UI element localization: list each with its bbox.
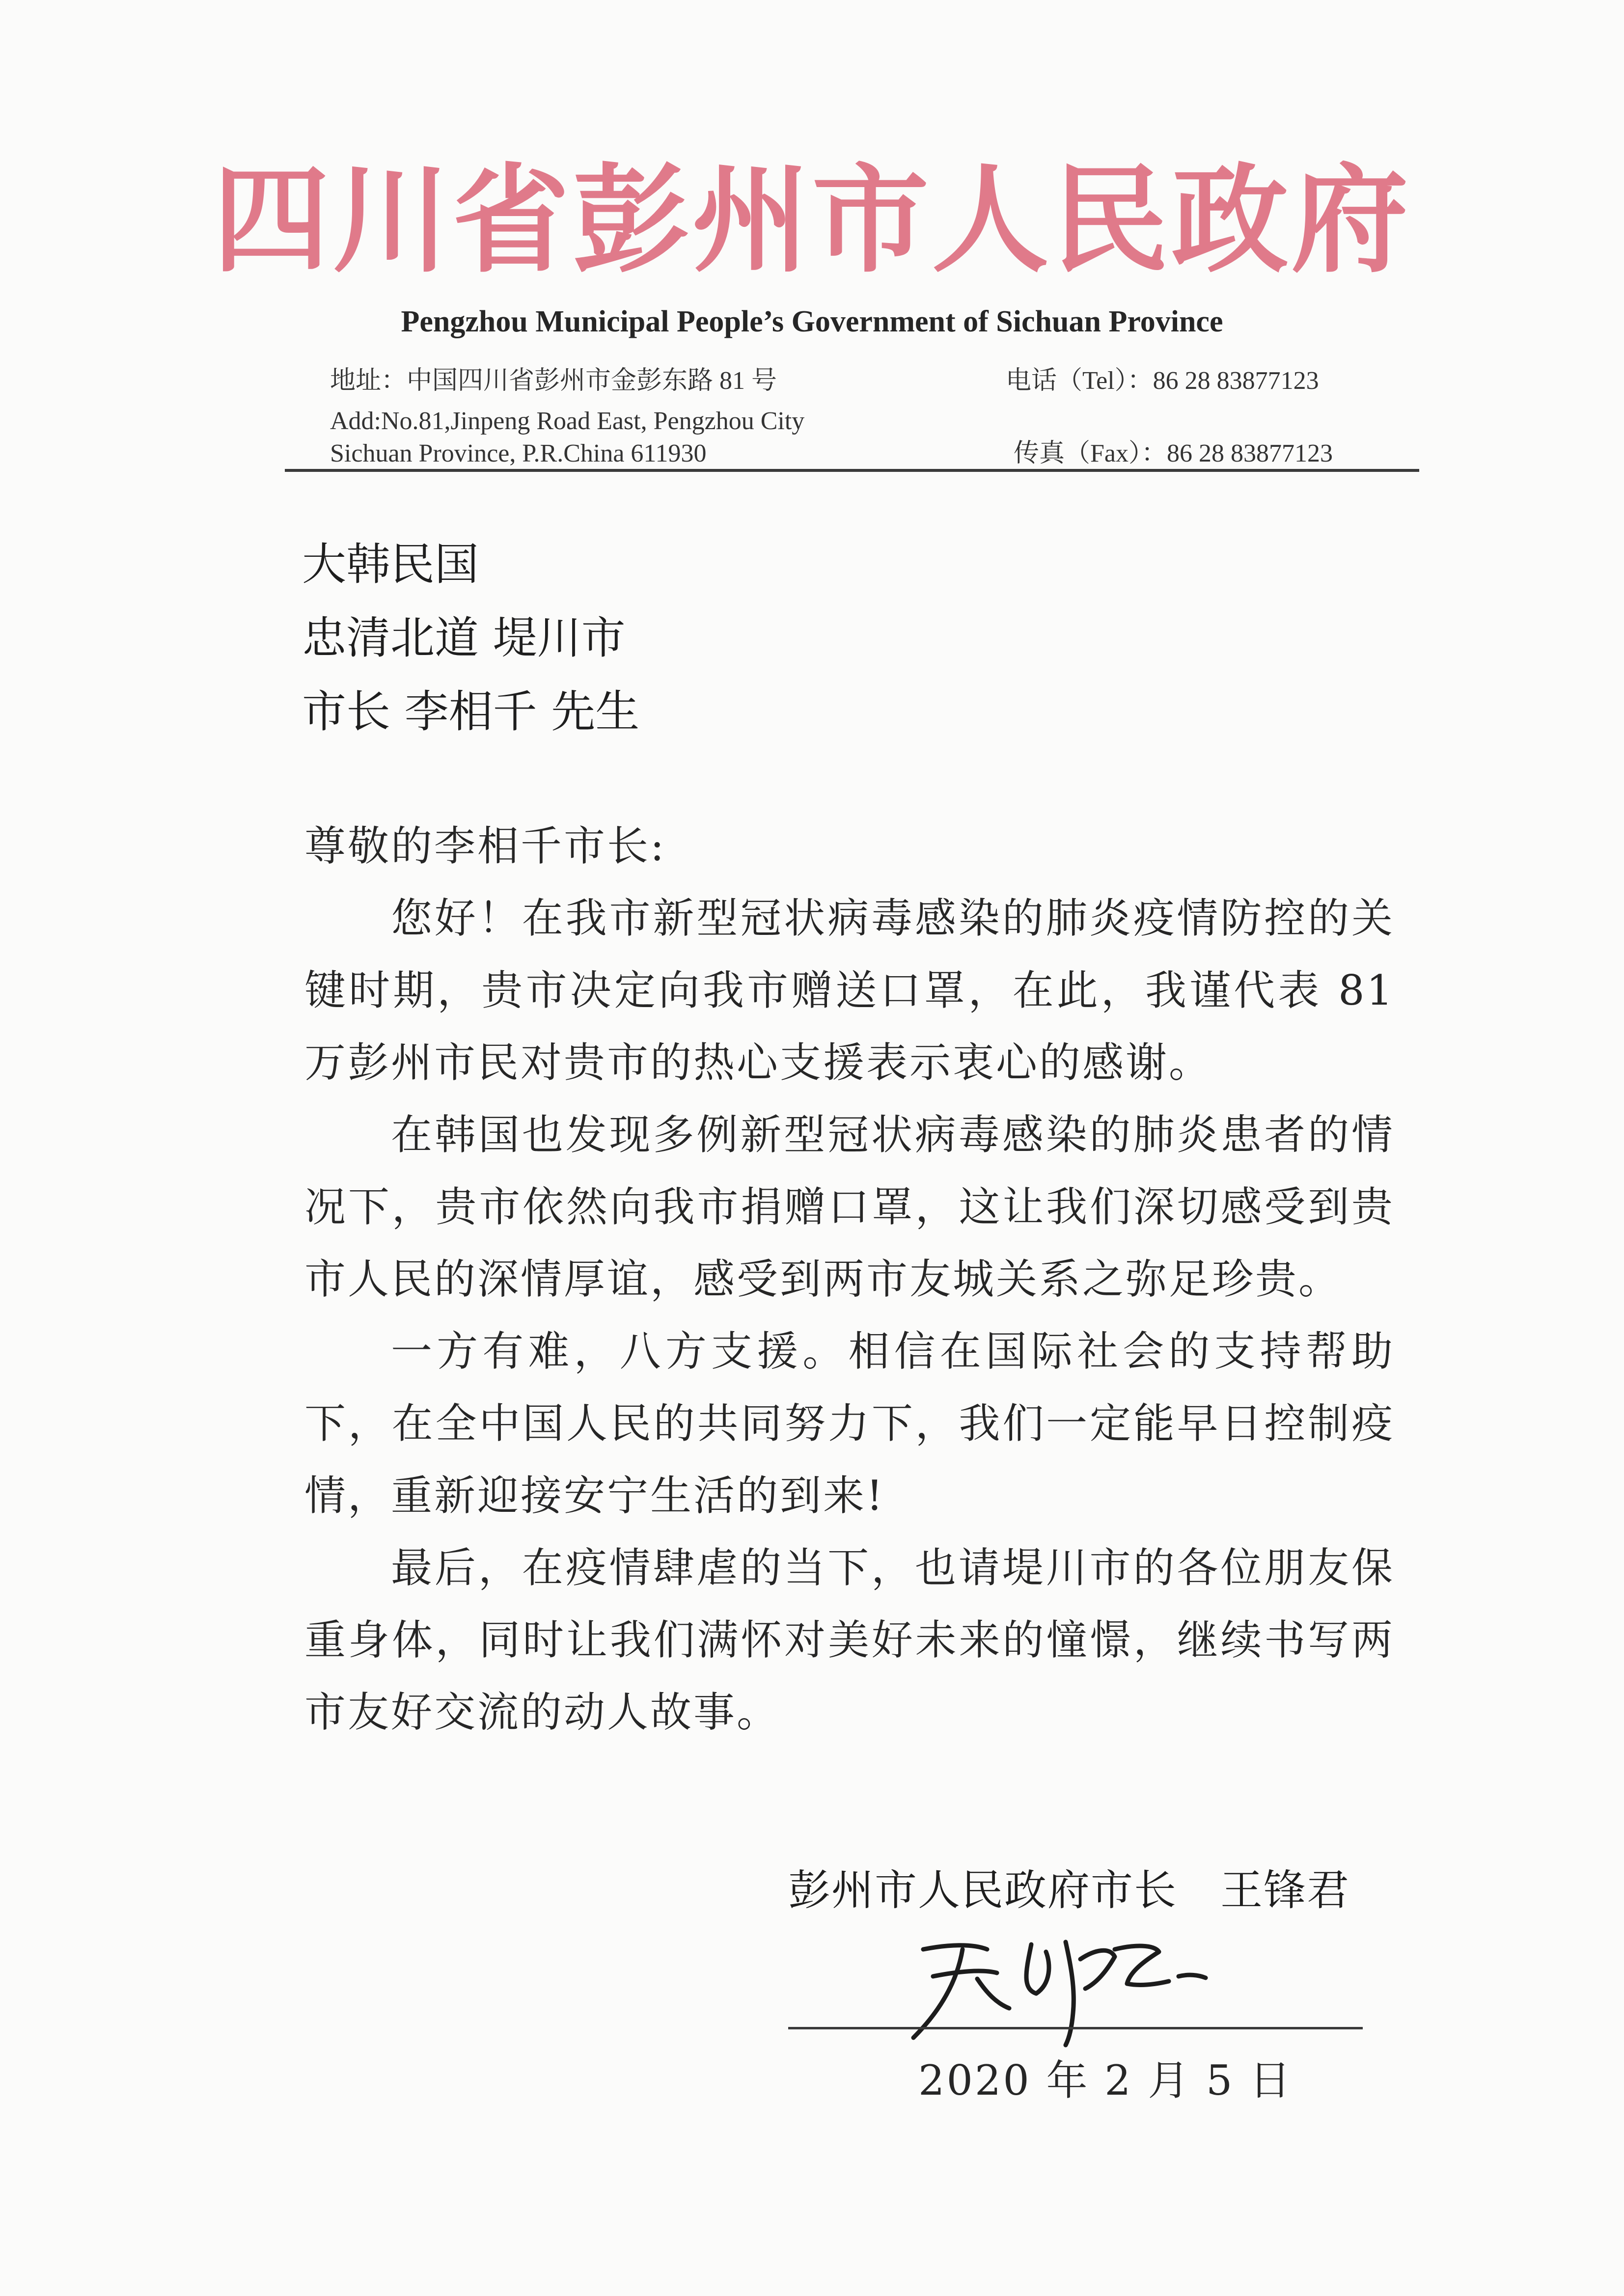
body-paragraph: 最后，在疫情肆虐的当下，也请堤川市的各位朋友保重身体，同时让我们满怀对美好未来的憧憬，继续书写两市友好交流的动人故事。 [304,1544,1395,1736]
addressee-block [302,528,639,749]
letterhead-title: 四川省彭州市人民政府 [213,152,1411,289]
letterhead-address-cn: 地址：中国四川省彭州市金彭东路 81 号 [330,367,777,395]
letterhead-address-en-line1: Add:No.81,Jinpeng Road East, Pengzhou City [330,407,805,435]
letterhead-fax: 传真（Fax）：86 28 83877123 [1014,439,1333,467]
addressee-person: 市长 李相千 先生 [302,686,640,738]
letterhead-address-en-line2: Sichuan Province, P.R.China 611930 [330,439,707,467]
body-paragraph: 您好！在我市新型冠状病毒感染的肺炎疫情防控的关键时期，贵市决定向我市赠送口罩，在此，我谨代表 81 万彭州市民对贵市的热心支援表示衷心的感谢。 [304,894,1395,1087]
letter-body [304,810,1395,1749]
letterhead-tel: 电话（Tel）：86 28 83877123 [1006,367,1319,395]
handwritten-signature [904,1930,1218,2048]
body-paragraph: 一方有难，八方支援。相信在国际社会的支持帮助下，在全中国人民的共同努力下，我们一定能早日控制疫情，重新迎接安宁生活的到来! [304,1327,1395,1520]
addressee-country: 大韩民国 [302,539,479,590]
signature-line [788,2027,1363,2029]
letterhead-divider [285,469,1419,472]
signer-title: 彭州市人民政府市长 王锋君 [788,1866,1350,1915]
letter-date: 2020 年 2 月 5 日 [918,2056,1293,2105]
salutation: 尊敬的李相千市长: [304,822,666,870]
body-paragraph: 在韩国也发现多例新型冠状病毒感染的肺炎患者的情况下，贵市依然向我市捐赠口罩，这让我们深切感受到贵市人民的深情厚谊，感受到两市友城关系之弥足珍贵。 [304,1111,1395,1303]
addressee-city: 忠清北道 堤川市 [302,612,626,664]
letterhead-english-name: Pengzhou Municipal People’s Government of Sichuan Province [401,305,1223,338]
